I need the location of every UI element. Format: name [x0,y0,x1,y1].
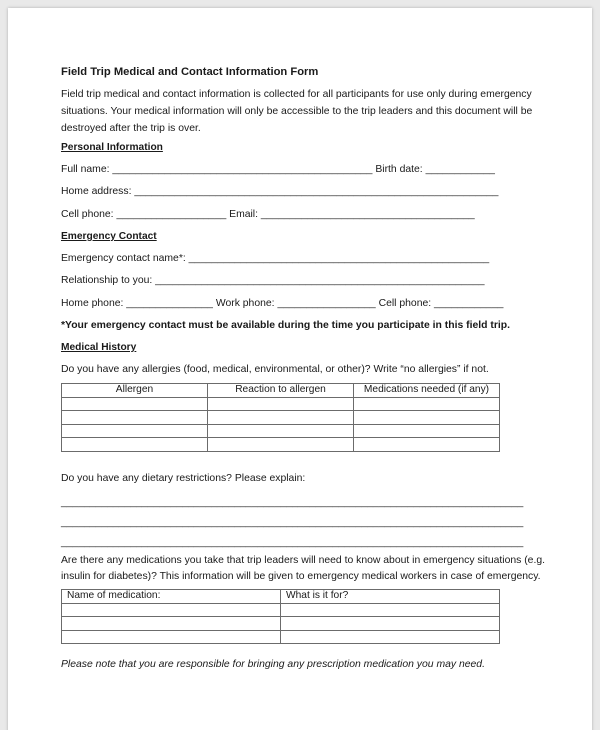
allergen-column-header: Allergen [62,384,208,398]
table-row [62,617,500,631]
phone-numbers-line: Home phone: _______________ Work phone: _________________ Cell phone: ____________ [61,298,504,309]
table-cell[interactable] [62,438,208,452]
table-cell[interactable] [354,424,500,438]
medication-table [61,589,500,644]
allergy-table [61,383,500,452]
emergency-contact-name-line: Emergency contact name*: ____________________________________________________ [61,253,490,264]
medical-history-heading: Medical History [61,342,137,353]
medication-name-column-header: Name of medication: [62,590,281,604]
reaction-column-header: Reaction to allergen [208,384,354,398]
full-name-birth-date-line: Full name: _____________________________________________ Birth date: ____________ [61,164,495,175]
table-cell[interactable] [208,411,354,425]
emergency-contact-heading: Emergency Contact [61,231,157,242]
table-cell[interactable] [208,438,354,452]
form-page [8,8,592,730]
intro-paragraph: Field trip medical and contact information is collected for all participants for use only during emergency situations. Your medical information will only be accessible to the trip leaders and this document will be destroyed after the trip is over. [61,89,533,134]
table-row [62,630,500,644]
table-cell[interactable] [354,411,500,425]
cell-phone-email-line: Cell phone: ___________________ Email: _____________________________________ [61,209,475,220]
table-row [62,397,500,411]
table-row [62,411,500,425]
dietary-answer-line-1: ________________________________________________________________________________ [61,497,524,508]
medication-purpose-column-header: What is it for? [281,590,500,604]
medication-question-line-2: insulin for diabetes)? This information will be given to emergency medical workers in case of emergency. [61,571,541,582]
table-cell[interactable] [281,603,500,617]
dietary-question: Do you have any dietary restrictions? Please explain: [61,473,306,484]
medication-question-line-1: Are there any medications you take that trip leaders will need to know about in emergency situations (e.g. [61,555,546,566]
dietary-answer-line-3: ________________________________________________________________________________ [61,537,524,548]
emergency-contact-note: *Your emergency contact must be available during the time you participate in this field trip. [61,320,511,331]
medication-table-header-row [62,590,500,604]
table-cell[interactable] [62,630,281,644]
table-cell[interactable] [208,397,354,411]
prescription-footer-note: Please note that you are responsible for bringing any prescription medication you may need. [61,659,485,670]
table-cell[interactable] [354,397,500,411]
table-cell[interactable] [62,411,208,425]
table-row [62,438,500,452]
relationship-line: Relationship to you: _________________________________________________________ [61,275,485,286]
table-cell[interactable] [281,617,500,631]
table-cell[interactable] [354,438,500,452]
table-row [62,603,500,617]
form-title: Field Trip Medical and Contact Information Form [61,66,319,78]
home-address-line: Home address: _______________________________________________________________ [61,186,499,197]
medications-needed-column-header: Medications needed (if any) [354,384,500,398]
table-cell[interactable] [208,424,354,438]
dietary-answer-line-2: ________________________________________________________________________________ [61,517,524,528]
table-cell[interactable] [62,617,281,631]
allergy-table-header-row [62,384,500,398]
table-row [62,424,500,438]
allergy-question: Do you have any allergies (food, medical, environmental, or other)? Write “no allergies” if not. [61,364,489,375]
table-cell[interactable] [62,603,281,617]
table-cell[interactable] [62,424,208,438]
table-cell[interactable] [281,630,500,644]
personal-information-heading: Personal Information [61,142,163,153]
table-cell[interactable] [62,397,208,411]
